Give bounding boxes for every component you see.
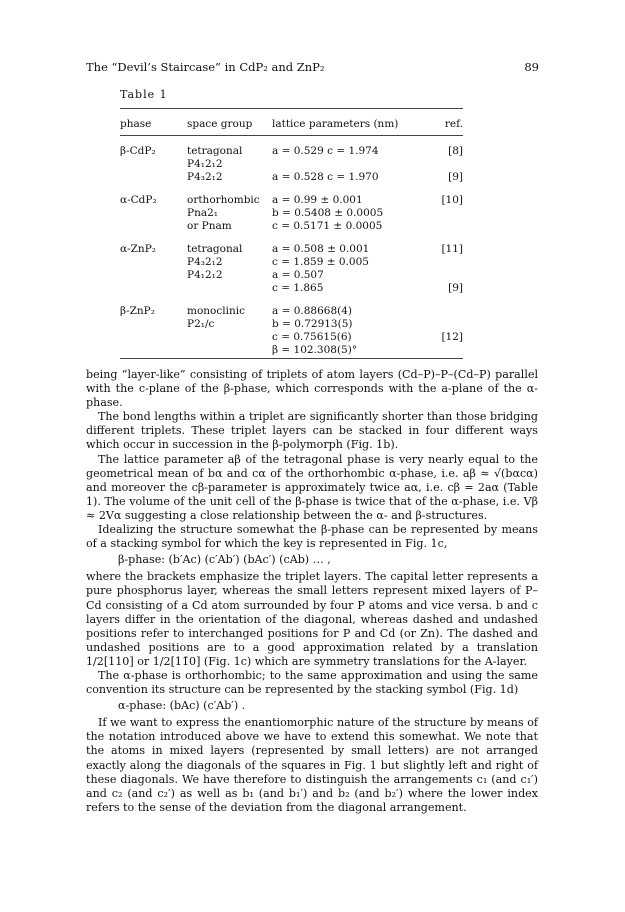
- cell-ref: [9]: [448, 171, 463, 183]
- col-header-lattice: lattice parameters (nm): [272, 118, 399, 130]
- cell-lattice: a = 0.508 ± 0.001: [272, 243, 370, 255]
- paragraph: where the brackets emphasize the triplet layers. The capital letter represents a pure phosphorus layer, whereas the small letters represent mixed layers of P–Cd consisting of a Cd atom surrounded by four P atoms and vice versa. b and c layers differ in the orientation of the diagonal, whereas dashed and undashed positions refer to interchanged positions for P and Cd (or Zn). The dashed and undashed positions are to a good approximation related by a translation 1/2[110] or 1/2[11̄0] (Fig. 1c) which are symmetry translations for the A-layer.: [86, 570, 538, 668]
- paragraph: The lattice parameter aβ of the tetragonal phase is very nearly equal to the geometrical mean of bα and cα of the orthorhombic α-phase, i.e. aβ ≈ √(bαcα) and moreover the cβ-parameter is approximately twice aα, i.e. cβ = 2aα (Table 1). The volume of the unit cell of the β-phase is twice that of the α-phase, i.e. Vβ ≈ 2Vα suggesting a close relationship between the α- and β-structures.: [86, 452, 538, 522]
- cell-lattice: c = 1.865: [272, 282, 324, 294]
- cell-space-group: P4₁2₁2: [187, 269, 223, 281]
- cell-space-group: P4₃2₁2: [187, 171, 223, 183]
- cell-ref: [8]: [448, 145, 463, 157]
- cell-phase: α-CdP₂: [120, 194, 157, 206]
- body-text: [86, 368, 538, 815]
- cell-ref: [11]: [441, 243, 463, 255]
- cell-space-group: P4₁2₁2: [187, 158, 223, 170]
- cell-space-group: monoclinic: [187, 305, 245, 317]
- table-caption: Table 1: [120, 88, 168, 101]
- cell-space-group: tetragonal: [187, 145, 243, 157]
- cell-space-group: tetragonal: [187, 243, 243, 255]
- col-header-space-group: space group: [187, 118, 253, 130]
- table-bottom-rule: [120, 358, 463, 359]
- paragraph: Idealizing the structure somewhat the β-phase can be represented by means of a stacking symbol for which the key is represented in Fig. 1c,: [86, 523, 538, 551]
- cell-lattice: c = 0.5171 ± 0.0005: [272, 220, 383, 232]
- cell-lattice: a = 0.529 c = 1.974: [272, 145, 379, 157]
- paragraph: If we want to express the enantiomorphic nature of the structure by means of the notation introduced above we have to extend this somewhat. We note that the atoms in mixed layers (represented by small letters) are not arranged exactly along the diagonals of the squares in Fig. 1 but slightly left and right of these diagonals. We have therefore to distinguish the arrangements c₁ (and c₁′) and c₂ (and c₂′) as well as b₁ (and b₁′) and b₂ (and b₂′) where the lower index refers to the sense of the deviation from the diagonal arrangement.: [86, 716, 538, 814]
- cell-lattice: c = 1.859 ± 0.005: [272, 256, 369, 268]
- cell-space-group: Pna2₁: [187, 207, 218, 219]
- stacking-equation-beta: β-phase: (b′Ac) (c′Ab′) (bAc′) (cAb) … ,: [118, 553, 331, 567]
- cell-ref: [10]: [441, 194, 463, 206]
- stacking-equation-alpha: α-phase: (bAc) (c′Ab′) .: [118, 699, 246, 713]
- paragraph: The bond lengths within a triplet are significantly shorter than those bridging different triplets. These triplet layers can be stacked in four different ways which occur in succession in the β-polymorph (Fig. 1b).: [86, 410, 538, 452]
- cell-lattice: c = 0.75615(6): [272, 331, 352, 343]
- cell-lattice: a = 0.99 ± 0.001: [272, 194, 363, 206]
- paragraph: The α-phase is orthorhombic; to the same approximation and using the same convention its structure can be represented by the stacking symbol (Fig. 1d): [86, 668, 538, 697]
- table-top-rule: [120, 108, 463, 109]
- cell-space-group: P2₁/c: [187, 318, 215, 330]
- cell-phase: β-ZnP₂: [120, 305, 155, 317]
- cell-lattice: b = 0.5408 ± 0.0005: [272, 207, 384, 219]
- col-header-phase: phase: [120, 118, 152, 130]
- cell-lattice: β = 102.308(5)°: [272, 344, 358, 356]
- table-header-rule: [120, 135, 463, 136]
- cell-space-group: orthorhombic: [187, 194, 260, 206]
- cell-ref: [9]: [448, 282, 463, 294]
- running-title: The “Devil’s Staircase” in CdP₂ and ZnP₂: [86, 60, 325, 74]
- cell-lattice: a = 0.507: [272, 269, 324, 281]
- cell-lattice: a = 0.88668(4): [272, 305, 353, 317]
- cell-phase: β-CdP₂: [120, 145, 156, 157]
- col-header-ref: ref.: [444, 118, 463, 130]
- cell-space-group: P4₃2₁2: [187, 256, 223, 268]
- cell-phase: α-ZnP₂: [120, 243, 156, 255]
- paragraph: being “layer-like” consisting of triplets of atom layers (Cd–P)–P–(Cd–P) parallel with the c-plane of the β-phase, which corresponds with the a-plane of the α-phase.: [86, 368, 538, 410]
- cell-lattice: b = 0.72913(5): [272, 318, 353, 330]
- cell-ref: [12]: [441, 331, 463, 343]
- cell-lattice: a = 0.528 c = 1.970: [272, 171, 379, 183]
- cell-space-group: or Pnam: [187, 220, 232, 232]
- page-number: 89: [524, 60, 539, 74]
